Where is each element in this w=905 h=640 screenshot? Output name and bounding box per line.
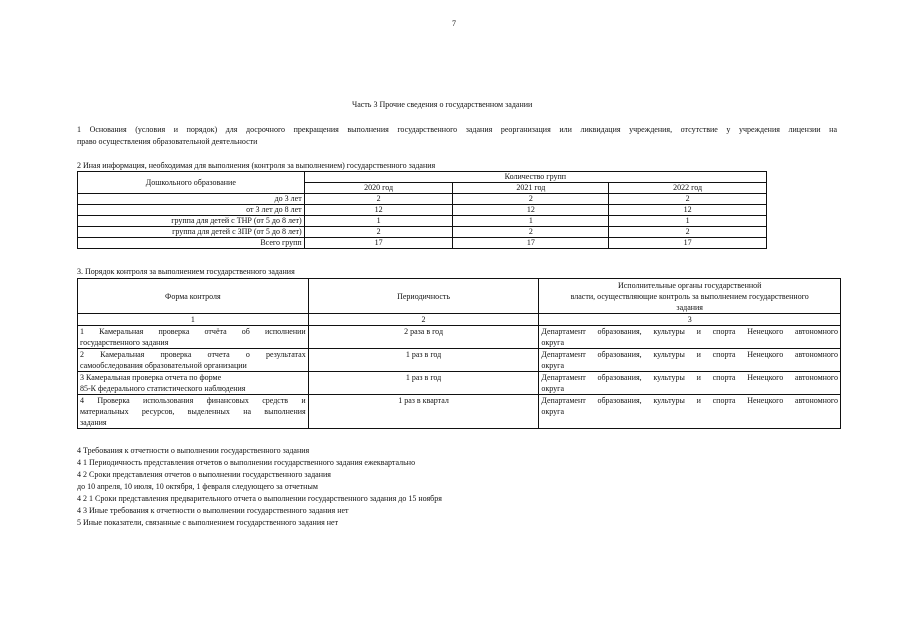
organ-line: Департамент образования, культуры и спорта Ненецкого автономного xyxy=(541,327,838,336)
form-cell xyxy=(78,326,309,349)
organ-cell xyxy=(539,349,841,372)
requirement-line: 4 2 Сроки представления отчетов о выполнении государственного задания xyxy=(77,470,331,479)
header-organ-line: задания xyxy=(676,302,703,312)
table-row xyxy=(78,395,841,429)
organ-line: Департамент образования, культуры и спорта Ненецкого автономного xyxy=(541,373,838,382)
year-header: 2021 год xyxy=(453,183,609,194)
header-organ xyxy=(539,279,841,314)
cell-value: 2 xyxy=(304,194,453,205)
table-row-numbers xyxy=(78,314,841,326)
form-line: 1 Камеральная проверка отчёта об исполнении xyxy=(80,327,306,336)
reporting-requirements xyxy=(77,445,442,529)
col-header-preschool: Дошкольного образование xyxy=(78,172,305,194)
period-cell: 1 раз в квартал xyxy=(308,395,539,429)
cell-value: 12 xyxy=(304,205,453,216)
cell-value: 2 xyxy=(609,194,767,205)
cell-value: 2 xyxy=(304,227,453,238)
table-row xyxy=(78,349,841,372)
row-label: Всего групп xyxy=(78,238,305,249)
cell-value: 12 xyxy=(609,205,767,216)
period-cell: 1 раз в год xyxy=(308,372,539,395)
organ-line: Департамент образования, культуры и спорта Ненецкого автономного xyxy=(541,350,838,359)
cell-value: 1 xyxy=(453,216,609,227)
table-row-header xyxy=(78,172,767,183)
organ-line: округа xyxy=(541,361,565,370)
organ-line: округа xyxy=(541,338,565,347)
control-table xyxy=(77,278,841,429)
form-cell xyxy=(78,372,309,395)
section2-heading: 2 Иная информация, необходимая для выполнения (контроля за выполнением) государственного задания xyxy=(77,161,436,170)
row-label: группа для детей с ЗПР (от 5 до 8 лет) xyxy=(78,227,305,238)
form-line: 4 Проверка использования финансовых средств и xyxy=(80,396,306,405)
column-number: 1 xyxy=(78,314,309,326)
organ-line: Департамент образования, культуры и спорта Ненецкого автономного xyxy=(541,396,838,405)
requirement-line: 4 Требования к отчетности о выполнении государственного задания xyxy=(77,446,310,455)
organ-cell xyxy=(539,326,841,349)
cell-value: 1 xyxy=(609,216,767,227)
row-label: группа для детей с ТНР (от 5 до 8 лет) xyxy=(78,216,305,227)
header-period: Периодичность xyxy=(308,279,539,314)
requirement-line: 5 Иные показатели, связанные с выполнением государственного задания нет xyxy=(77,518,339,527)
cell-value: 17 xyxy=(609,238,767,249)
organ-cell xyxy=(539,395,841,429)
requirement-line: 4 1 Периодичность представления отчетов о выполнении государственного задания ежеквартально xyxy=(77,458,416,467)
column-number: 3 xyxy=(539,314,841,326)
table-row-total xyxy=(78,238,767,249)
page-number: 7 xyxy=(452,19,456,28)
organ-line: округа xyxy=(541,384,565,393)
row-label: до 3 лет xyxy=(78,194,305,205)
period-cell: 1 раз в год xyxy=(308,349,539,372)
table-row xyxy=(78,227,767,238)
table-row xyxy=(78,216,767,227)
table-row xyxy=(78,372,841,395)
header-organ-line: Исполнительные органы государственной xyxy=(617,280,762,290)
year-header: 2020 год xyxy=(304,183,453,194)
form-line: задания xyxy=(80,418,107,427)
table-row xyxy=(78,194,767,205)
cell-value: 2 xyxy=(609,227,767,238)
section3-heading: 3. Порядок контроля за выполнением государственного задания xyxy=(77,267,295,276)
form-line: 3 Камеральная проверка отчета по форме xyxy=(80,373,222,382)
groups-table xyxy=(77,171,767,249)
organ-cell xyxy=(539,372,841,395)
form-line: государственного задания xyxy=(80,338,169,347)
table-row xyxy=(78,205,767,216)
section1-line2: право осуществления образовательной деятельности xyxy=(77,137,258,146)
section1-line1: 1 Основания (условия и порядок) для досрочного прекращения выполнения государственного задания реорганизация или ликвидация учреждения, отсутствие у учреждения лицензии на xyxy=(77,125,837,134)
cell-value: 1 xyxy=(304,216,453,227)
form-line: 85-К федерального статистического наблюдения xyxy=(80,384,246,393)
table-row xyxy=(78,326,841,349)
column-number: 2 xyxy=(308,314,539,326)
requirement-line: 4 2 1 Сроки представления предварительного отчета о выполнении государственного задания до 15 ноября xyxy=(77,494,442,503)
requirement-line: до 10 апреля, 10 июля, 10 октября, 1 февраля следующего за отчетным xyxy=(77,482,318,491)
group-count-header: Количество групп xyxy=(304,172,766,183)
row-label: от 3 лет до 8 лет xyxy=(78,205,305,216)
form-line: 2 Камеральная проверка отчета о результатах xyxy=(80,350,306,359)
cell-value: 2 xyxy=(453,227,609,238)
cell-value: 17 xyxy=(304,238,453,249)
period-cell: 2 раза в год xyxy=(308,326,539,349)
form-line: материальных ресурсов, выделенных на выполнения xyxy=(80,407,306,416)
header-organ-line: власти, осуществляющие контроль за выполнением государственного xyxy=(570,291,809,301)
header-form: Форма контроля xyxy=(78,279,309,314)
form-cell xyxy=(78,349,309,372)
requirement-line: 4 3 Иные требования к отчетности о выполнении государственного задания нет xyxy=(77,506,349,515)
cell-value: 2 xyxy=(453,194,609,205)
table-row-header xyxy=(78,279,841,314)
form-line: самообследования образовательной организации xyxy=(80,361,247,370)
year-header: 2022 год xyxy=(609,183,767,194)
organ-line: округа xyxy=(541,407,565,416)
section1-paragraph xyxy=(77,124,837,148)
cell-value: 12 xyxy=(453,205,609,216)
form-cell xyxy=(78,395,309,429)
part-title: Часть 3 Прочие сведения о государственном задании xyxy=(352,100,533,109)
cell-value: 17 xyxy=(453,238,609,249)
